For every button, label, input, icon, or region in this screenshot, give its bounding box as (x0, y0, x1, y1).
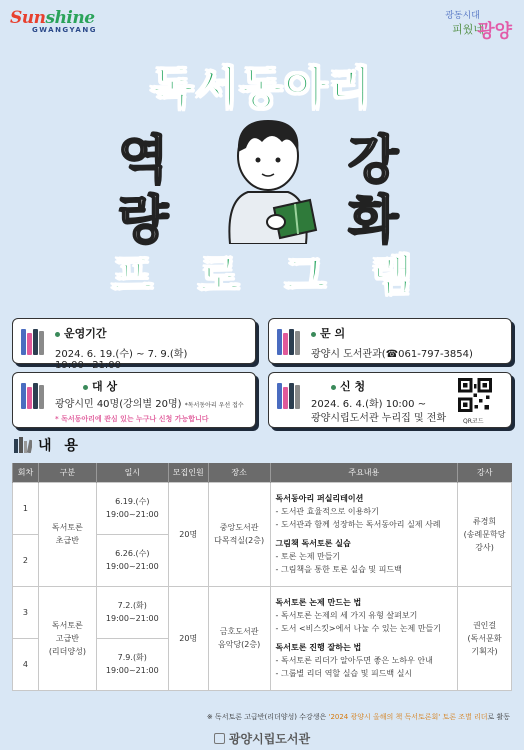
sunshine-logo (10, 8, 97, 34)
group1-content: 독서동아리 퍼실리테이션 - 도서관 효율적으로 이용하기 - 도서관과 함께 성장하는 독서동아리 실제 사례 그림책 독서토론 실습 - 토론 논제 만들기 - 그림책을 통한 토론 실습 및 피드백 (270, 482, 458, 586)
row-datetime: 6.19.(수) 19:00~21:00 (96, 482, 168, 534)
books-icon (277, 329, 300, 355)
period-title: 운영기간 (55, 325, 107, 341)
group2-capacity: 20명 (168, 586, 208, 690)
group1-category: 독서토론 초급반 (38, 482, 96, 586)
library-icon (214, 733, 225, 744)
slogan-line3: 광양 (477, 21, 512, 42)
inquiry-title: 문 의 (311, 325, 345, 341)
row-no: 2 (13, 534, 39, 586)
row-no: 1 (13, 482, 39, 534)
row-no: 4 (13, 638, 39, 690)
library-footer: 광양시립도서관 (0, 730, 524, 747)
group1-lecturer: 류경희 (송례문학당 강사) (458, 482, 512, 586)
hero-right-top: 강 (348, 131, 399, 191)
content-heading (14, 435, 82, 455)
row-no: 3 (13, 586, 39, 638)
prog-char-4: 램 (371, 251, 413, 300)
apply-line1: 2024. 6. 4.(화) 10:00 ~ (311, 399, 427, 410)
row-datetime: 7.9.(화) 19:00~21:00 (96, 638, 168, 690)
th-capacity: 모집인원 (168, 463, 208, 482)
group2-lecturer: 권인걸 (독서문화 기획자) (458, 586, 512, 690)
slogan-line1: 광동시대 (445, 11, 480, 21)
reading-boy-illustration (212, 112, 324, 244)
group2-category: 독서토론 고급반 (리더양성) (38, 586, 96, 690)
schedule-table (12, 463, 512, 691)
books-icon (14, 437, 32, 453)
target-note: *독서동아리 우선 접수 (184, 402, 244, 409)
prog-char-3: 그 (285, 251, 326, 300)
program-title (0, 243, 524, 303)
prog-char-2: 로 (198, 251, 239, 300)
qr-code[interactable] (458, 378, 492, 412)
hero-title: 독서동아리 (150, 63, 374, 114)
apply-line2: 광양시립도서관 누리집 및 전화 (311, 413, 447, 424)
group1-capacity: 20명 (168, 482, 208, 586)
slogan-logo (445, 8, 512, 42)
footnote: ※ 독서토론 고급반(리더양성) 수강생은 '2024 광양시 올해의 책 독서토론회' 토론 조별 리더로 활동 (206, 713, 510, 721)
logo-brand-b: shine (45, 8, 95, 28)
group2-place: 금호도서관 음악당(2층) (208, 586, 270, 690)
period-card (12, 318, 256, 371)
prog-char-1: 프 (111, 251, 153, 300)
books-icon (21, 383, 44, 409)
th-category: 구분 (38, 463, 96, 482)
logo-sub: GWANGYANG (32, 26, 97, 34)
period-value: 2024. 6. 19.(수) ~ 7. 9.(화) 19:00~21:00 (55, 349, 188, 371)
logo-brand-a: Sun (10, 8, 46, 28)
hero-left-top: 역 (118, 131, 169, 191)
slogan-line2: 피웠네 (452, 23, 484, 36)
target-pink-note: * 독서동아리에 관심 있는 누구나 신청 가능합니다 (55, 415, 209, 423)
books-icon (277, 383, 300, 409)
qr-label: QR코드 (463, 418, 484, 425)
target-title: 대 상 (83, 378, 117, 394)
apply-title: 신 청 (331, 378, 365, 394)
th-place: 장소 (208, 463, 270, 482)
books-icon (21, 329, 44, 355)
target-value: 광양시민 40명(강의별 20명) *독서동아리 우선 접수 (55, 399, 244, 410)
th-no: 회차 (13, 463, 39, 482)
group1-place: 중앙도서관 다목적실(2층) (208, 482, 270, 586)
inquiry-card (268, 318, 512, 364)
th-content: 주요내용 (270, 463, 458, 482)
hero-left-bottom: 량 (118, 191, 169, 251)
inquiry-value: 광양시 도서관과(☎061-797-3854) (311, 349, 473, 360)
hero-right-bottom: 화 (348, 191, 399, 251)
target-card (12, 372, 256, 428)
row-datetime: 6.26.(수) 19:00~21:00 (96, 534, 168, 586)
content-title: 내 용 (38, 438, 82, 454)
th-datetime: 일시 (96, 463, 168, 482)
th-lecturer: 강사 (458, 463, 512, 482)
row-datetime: 7.2.(화) 19:00~21:00 (96, 586, 168, 638)
group2-content: 독서토론 논제 만드는 법 - 독서토론 논제의 세 가지 유형 살펴보기 - 도서 <비스킷>에서 나눌 수 있는 논제 만들기 독서토론 진행 잘하는 법 - 독서토론 리더가 알아두면 좋은 노하우 안내 - 그룹별 리더 역할 실습 및 피드백 실시 (270, 586, 458, 690)
